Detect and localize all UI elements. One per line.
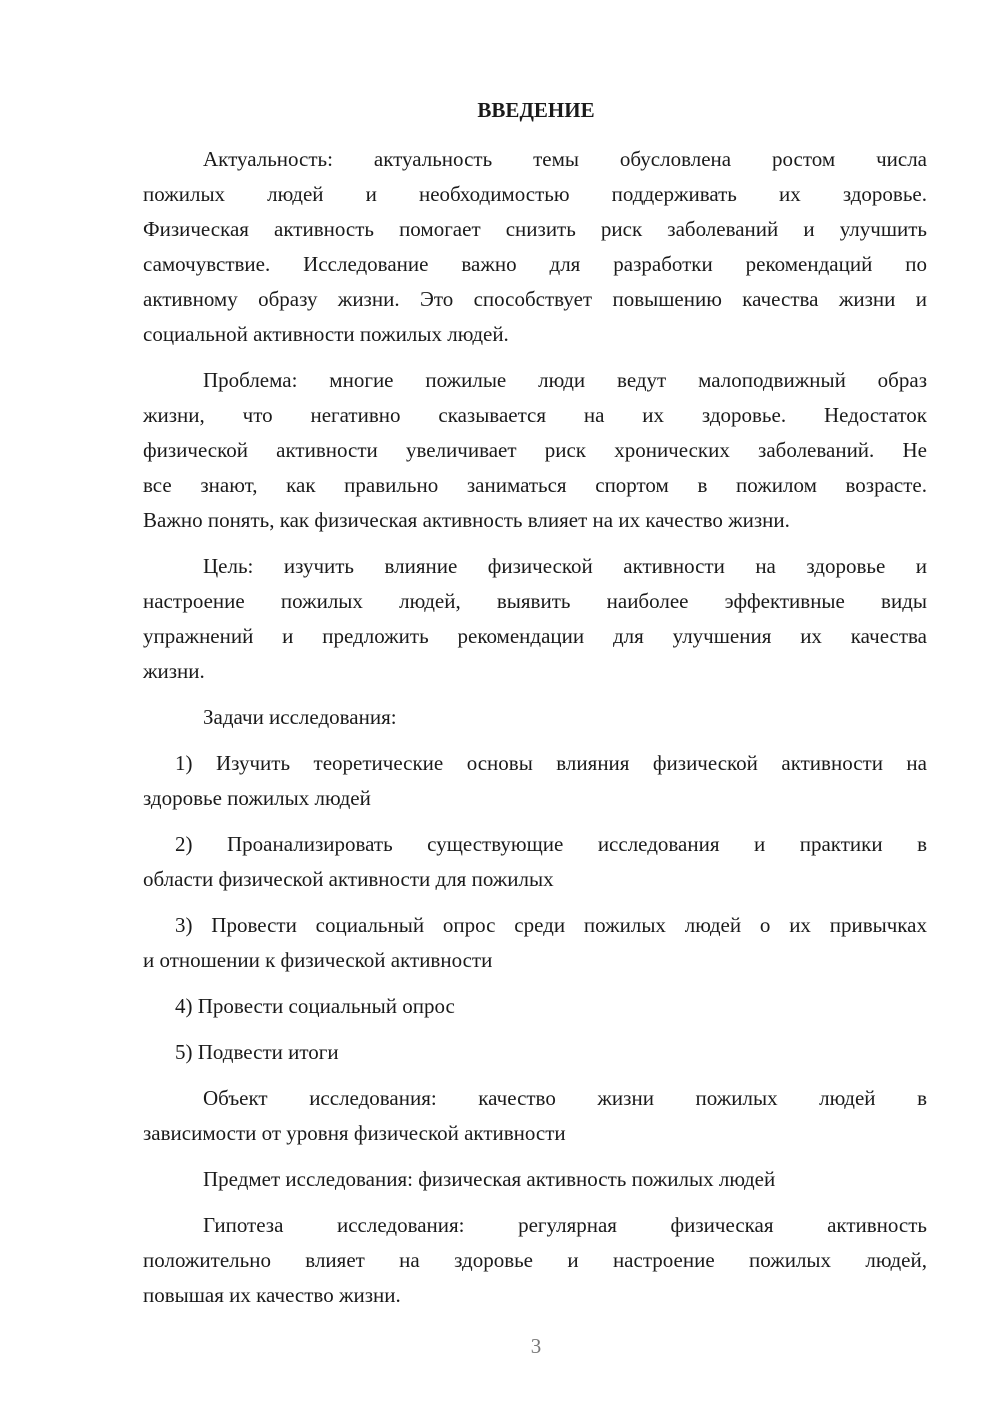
text-line: Важно понять, как физическая активность влияет на их качество жизни. [143,508,790,532]
paragraph [143,142,927,352]
text-line: 3) Провести социальный опрос среди пожилых людей о их привычках [175,913,927,937]
paragraph [143,700,927,735]
page-title: ВВЕДЕНИЕ [477,98,595,122]
task-list-item [143,827,927,897]
text-line: и отношении к физической активности [143,948,493,972]
text-line: Актуальность: актуальность темы обусловлена ростом числа [203,147,927,171]
task-list-item [143,746,927,816]
paragraph [143,1162,927,1197]
paragraph [143,363,927,538]
text-line: Проблема: многие пожилые люди ведут малоподвижный образ [203,368,927,392]
text-line: самочувствие. Исследование важно для разработки рекомендаций по [143,252,927,276]
text-line: 5) Подвести итоги [175,1040,339,1064]
text-line: зависимости от уровня физической активности [143,1121,566,1145]
text-line: Предмет исследования: физическая активность пожилых людей [203,1167,776,1191]
text-line: Задачи исследования: [203,705,397,729]
text-line: здоровье пожилых людей [143,786,371,810]
page-number: 3 [530,1334,542,1358]
text-line: 4) Провести социальный опрос [175,994,455,1018]
paragraph [143,1208,927,1313]
text-line: Физическая активность помогает снизить риск заболеваний и улучшить [143,217,927,241]
text-line: активному образу жизни. Это способствует повышению качества жизни и [143,287,927,311]
text-line: пожилых людей и необходимостью поддерживать их здоровье. [143,182,927,206]
text-line: жизни. [143,659,205,683]
text-line: Цель: изучить влияние физической активности на здоровье и [203,554,927,578]
text-line: Гипотеза исследования: регулярная физическая активность [203,1213,927,1237]
text-line: жизни, что негативно сказывается на их здоровье. Недостаток [143,403,927,427]
text-line: упражнений и предложить рекомендации для улучшения их качества [143,624,927,648]
text-line: области физической активности для пожилых [143,867,554,891]
paragraph [143,549,927,689]
text-line: социальной активности пожилых людей. [143,322,509,346]
task-list-item [143,989,927,1024]
task-list-item [143,908,927,978]
text-line: Объект исследования: качество жизни пожилых людей в [203,1086,927,1110]
text-line: 2) Проанализировать существующие исследования и практики в [175,832,927,856]
text-line: повышая их качество жизни. [143,1283,401,1307]
text-line: все знают, как правильно заниматься спортом в пожилом возрасте. [143,473,927,497]
paragraph [143,1081,927,1151]
text-line: физической активности увеличивает риск хронических заболеваний. Не [143,438,927,462]
document-body [143,142,927,1313]
task-list-item [143,1035,927,1070]
text-line: 1) Изучить теоретические основы влияния физической активности на [175,751,927,775]
text-line: настроение пожилых людей, выявить наиболее эффективные виды [143,589,927,613]
text-line: положительно влияет на здоровье и настроение пожилых людей, [143,1248,927,1272]
